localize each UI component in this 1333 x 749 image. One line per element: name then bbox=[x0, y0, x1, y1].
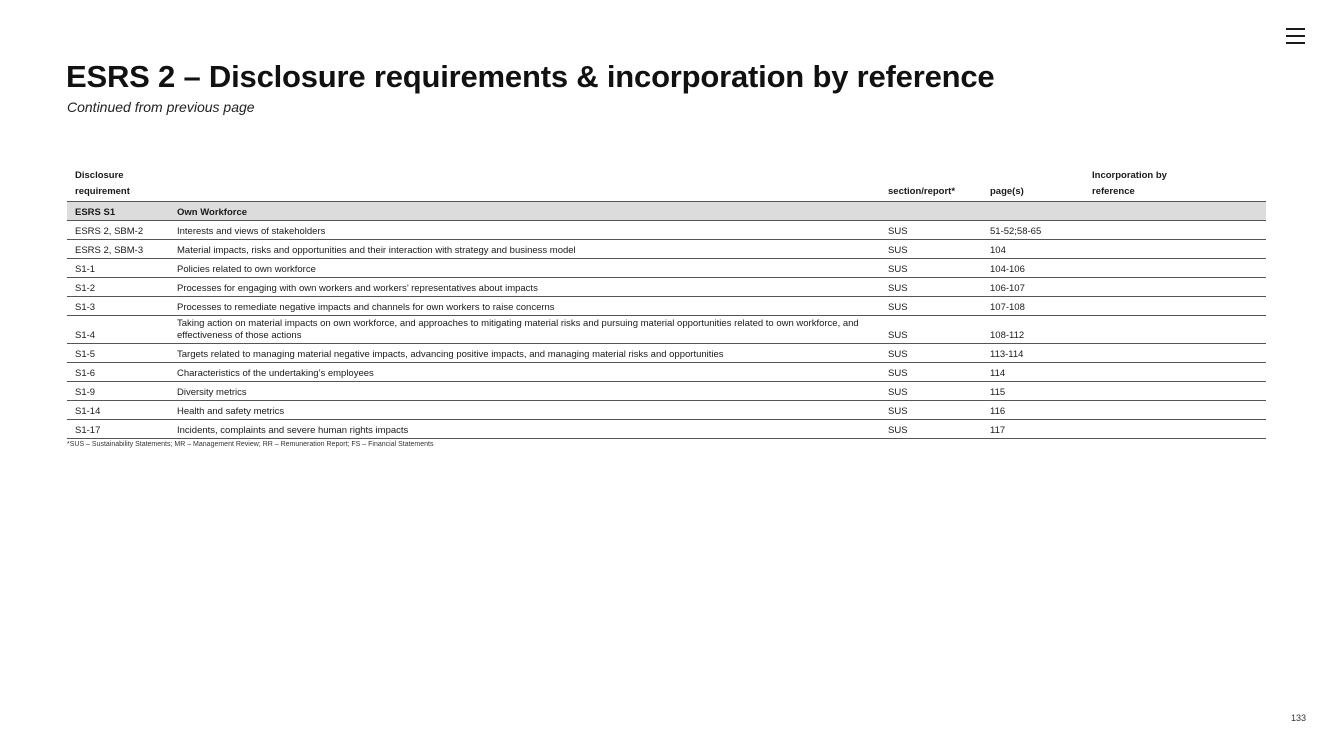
cell-pages: 106-107 bbox=[982, 278, 1084, 297]
cell-incorporation bbox=[1084, 316, 1266, 344]
section-empty bbox=[1084, 202, 1266, 221]
cell-section: SUS bbox=[880, 278, 982, 297]
table-body bbox=[67, 202, 1266, 439]
cell-title: Characteristics of the undertaking’s employees bbox=[169, 363, 880, 382]
cell-pages: 113-114 bbox=[982, 344, 1084, 363]
hamburger-menu-icon[interactable] bbox=[1286, 28, 1305, 45]
page-number: 133 bbox=[1291, 713, 1307, 723]
cell-section: SUS bbox=[880, 382, 982, 401]
cell-section: SUS bbox=[880, 316, 982, 344]
cell-title: Material impacts, risks and opportunities and their interaction with strategy and business model bbox=[169, 240, 880, 259]
cell-incorporation bbox=[1084, 297, 1266, 316]
table-row bbox=[67, 297, 1266, 316]
cell-section: SUS bbox=[880, 420, 982, 439]
table-row bbox=[67, 344, 1266, 363]
cell-requirement: S1-3 bbox=[67, 297, 169, 316]
table-header-row bbox=[67, 166, 1266, 202]
cell-pages: 108-112 bbox=[982, 316, 1084, 344]
cell-section: SUS bbox=[880, 363, 982, 382]
disclosure-table bbox=[67, 166, 1266, 439]
header-incorporation-label: Incorporation by reference bbox=[1092, 170, 1167, 197]
menu-bar bbox=[1286, 42, 1305, 44]
cell-title: Processes to remediate negative impacts and channels for own workers to raise concerns bbox=[169, 297, 880, 316]
menu-bar bbox=[1286, 35, 1305, 37]
cell-section: SUS bbox=[880, 240, 982, 259]
cell-title: Interests and views of stakeholders bbox=[169, 221, 880, 240]
section-empty bbox=[982, 202, 1084, 221]
cell-requirement: S1-14 bbox=[67, 401, 169, 420]
cell-section: SUS bbox=[880, 221, 982, 240]
cell-title: Health and safety metrics bbox=[169, 401, 880, 420]
cell-pages: 117 bbox=[982, 420, 1084, 439]
header-title bbox=[169, 166, 880, 202]
page-subtitle: Continued from previous page bbox=[67, 99, 255, 115]
cell-requirement: S1-6 bbox=[67, 363, 169, 382]
header-requirement bbox=[67, 166, 169, 202]
cell-title: Policies related to own workforce bbox=[169, 259, 880, 278]
cell-requirement: ESRS 2, SBM-3 bbox=[67, 240, 169, 259]
cell-requirement: S1-5 bbox=[67, 344, 169, 363]
cell-pages: 114 bbox=[982, 363, 1084, 382]
cell-pages: 104-106 bbox=[982, 259, 1084, 278]
cell-pages: 104 bbox=[982, 240, 1084, 259]
cell-incorporation bbox=[1084, 344, 1266, 363]
cell-section: SUS bbox=[880, 401, 982, 420]
header-pages: page(s) bbox=[982, 166, 1084, 202]
cell-incorporation bbox=[1084, 240, 1266, 259]
section-empty bbox=[880, 202, 982, 221]
cell-section: SUS bbox=[880, 344, 982, 363]
cell-title: Taking action on material impacts on own workforce, and approaches to mitigating material risks and pursuing material opportunities related to own workforce, and effectiveness of those actions bbox=[169, 316, 880, 344]
cell-incorporation bbox=[1084, 363, 1266, 382]
cell-requirement: S1-17 bbox=[67, 420, 169, 439]
cell-pages: 116 bbox=[982, 401, 1084, 420]
cell-pages: 51-52;58-65 bbox=[982, 221, 1084, 240]
table-row bbox=[67, 259, 1266, 278]
cell-incorporation bbox=[1084, 221, 1266, 240]
header-section: section/report* bbox=[880, 166, 982, 202]
footnote: *SUS – Sustainability Statements; MR – Management Review; RR – Remuneration Report; FS – Financial Statements bbox=[67, 441, 434, 448]
cell-pages: 107-108 bbox=[982, 297, 1084, 316]
page-title: ESRS 2 – Disclosure requirements & incorporation by reference bbox=[66, 59, 995, 94]
header-incorporation bbox=[1084, 166, 1266, 202]
table-row bbox=[67, 382, 1266, 401]
section-title: Own Workforce bbox=[169, 202, 880, 221]
table-row bbox=[67, 363, 1266, 382]
table-row bbox=[67, 278, 1266, 297]
cell-title: Processes for engaging with own workers and workers’ representatives about impacts bbox=[169, 278, 880, 297]
cell-section: SUS bbox=[880, 297, 982, 316]
cell-requirement: S1-9 bbox=[67, 382, 169, 401]
table-row bbox=[67, 221, 1266, 240]
table-row bbox=[67, 401, 1266, 420]
table-row bbox=[67, 316, 1266, 344]
header-requirement-label: Disclosure requirement bbox=[75, 170, 130, 197]
cell-incorporation bbox=[1084, 259, 1266, 278]
cell-section: SUS bbox=[880, 259, 982, 278]
cell-requirement: S1-1 bbox=[67, 259, 169, 278]
cell-pages: 115 bbox=[982, 382, 1084, 401]
cell-incorporation bbox=[1084, 278, 1266, 297]
cell-title: Incidents, complaints and severe human rights impacts bbox=[169, 420, 880, 439]
cell-requirement: S1-2 bbox=[67, 278, 169, 297]
section-row bbox=[67, 202, 1266, 221]
cell-incorporation bbox=[1084, 382, 1266, 401]
cell-incorporation bbox=[1084, 401, 1266, 420]
table-row bbox=[67, 240, 1266, 259]
cell-requirement: S1-4 bbox=[67, 316, 169, 344]
table-row bbox=[67, 420, 1266, 439]
cell-title: Targets related to managing material negative impacts, advancing positive impacts, and managing material risks and opportunities bbox=[169, 344, 880, 363]
menu-bar bbox=[1286, 28, 1305, 30]
section-code: ESRS S1 bbox=[67, 202, 169, 221]
cell-incorporation bbox=[1084, 420, 1266, 439]
cell-title: Diversity metrics bbox=[169, 382, 880, 401]
cell-requirement: ESRS 2, SBM-2 bbox=[67, 221, 169, 240]
